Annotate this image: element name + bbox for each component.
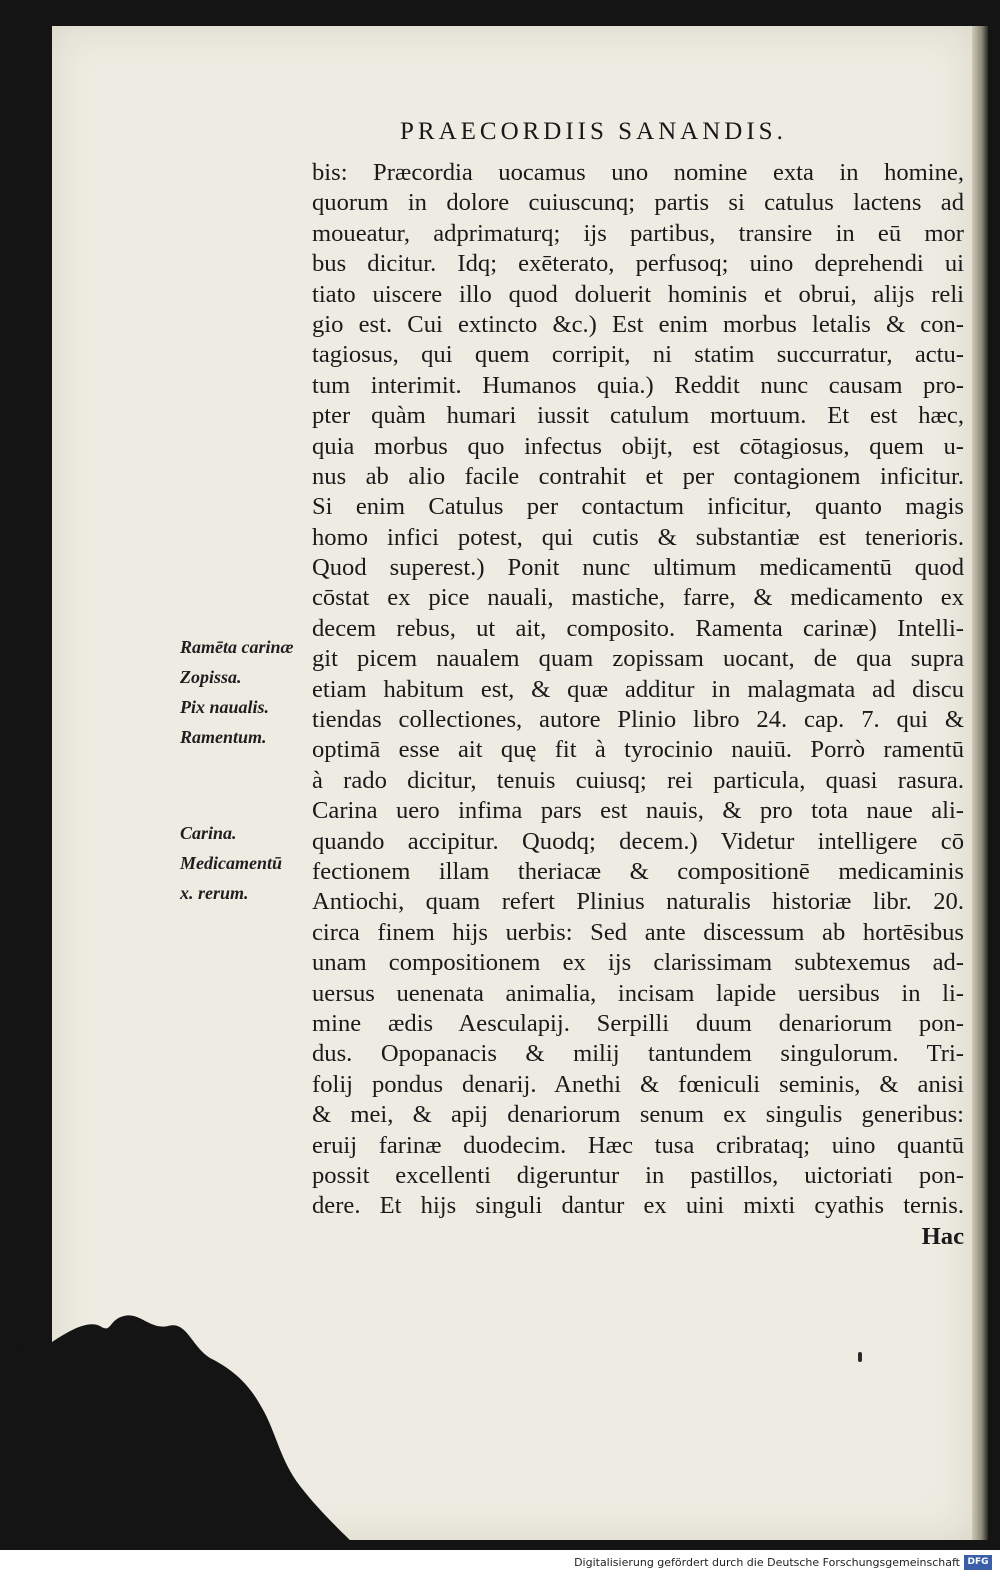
text-line: bis: Præcordia uocamus uno nomine exta in homine, xyxy=(312,159,964,186)
text-line: pter quàm humari iussit catulum mortuum. Et est hæc, xyxy=(312,402,964,430)
text-line: tagiosus, qui quem corripit, ni statim succurratur, actu- xyxy=(312,341,964,369)
dfg-logo: DFG xyxy=(964,1555,992,1570)
text-line: folij pondus denarij. Anethi & fœniculi seminis, & anisi xyxy=(312,1070,964,1098)
marginal-note: Carina. xyxy=(180,823,237,843)
text-line: fectionem illam theriacæ & compositionē medicaminis xyxy=(312,857,964,885)
ink-speck xyxy=(858,1352,862,1362)
text-line: homo infici potest, qui cutis & substantiæ est tenerioris. xyxy=(312,523,964,551)
text-line: tum interimit. Humanos quia.) Reddit nunc causam pro- xyxy=(312,371,964,399)
marginal-note: x. rerum. xyxy=(180,883,249,903)
text-line: quia morbus quo infectus obijt, est cōtagiosus, quem u- xyxy=(312,432,964,460)
text-line: tiendas collectiones, autore Plinio libro 24. cap. 7. qui & xyxy=(312,706,964,734)
marginalia-upper xyxy=(180,632,305,752)
text-line: tiato uiscere illo quod doluerit hominis et obrui, alijs reli xyxy=(312,280,964,308)
torn-page-corner xyxy=(0,1290,380,1577)
text-line: bus dicitur. Idq; exēterato, perfusoq; uino deprehendi ui xyxy=(312,250,964,278)
text-line: uersus uenenata animalia, incisam lapide uersibus in li- xyxy=(312,979,964,1007)
text-line: optimā esse ait quę fit à tyrocinio nauiū. Porrò ramentū xyxy=(312,736,964,764)
text-line: quorum in dolore cuiuscunq; partis si catulus lactens ad xyxy=(312,189,964,217)
text-line: circa finem hijs uerbis: Sed ante discessum ab hortēsibus xyxy=(312,918,964,946)
running-head: PRAECORDIIS SANANDIS. xyxy=(400,118,787,145)
text-line: etiam habitum est, & quæ additur in malagmata ad discu xyxy=(312,675,964,703)
catchword: Hac xyxy=(921,1222,964,1250)
body-text xyxy=(312,158,964,1252)
text-line: nus ab alio facile contrahit et per contagionem inficitur. xyxy=(312,462,964,490)
text-line: & mei, & apij denariorum senum ex singulis generibus: xyxy=(312,1101,964,1129)
marginal-note: Medicamentū xyxy=(180,853,282,873)
marginal-note: Ramēta carinæ xyxy=(180,637,294,657)
marginalia-lower xyxy=(180,818,305,908)
text-line: moueatur, adprimaturq; ijs partibus, transire in eū mor xyxy=(312,219,964,247)
text-line: decem rebus, ut ait, composito. Ramenta carinæ) Intelli- xyxy=(312,614,964,642)
text-line: Antiochi, quam refert Plinius naturalis historiæ libr. 20. xyxy=(312,888,964,916)
footer-bar xyxy=(0,1550,1000,1577)
marginal-note: Ramentum. xyxy=(180,727,267,747)
text-line: unam compositionem ex ijs clarissimam subtexemus ad- xyxy=(312,949,964,977)
text-line: eruij farinæ duodecim. Hæc tusa cribrataq; uino quantū xyxy=(312,1131,964,1159)
text-line: Quod superest.) Ponit nunc ultimum medicamentū quod xyxy=(312,554,964,582)
text-line: quando accipitur. Quodq; decem.) Videtur intelligere cō xyxy=(312,827,964,855)
text-line: Si enim Catulus per contactum inficitur, quanto magis xyxy=(312,493,964,521)
text-line: dere. Et hijs singuli dantur ex uini mixti cyathis ternis. xyxy=(312,1192,964,1220)
text-line: possit excellenti digeruntur in pastillos, uictoriati pon- xyxy=(312,1161,964,1189)
page-edge xyxy=(972,26,988,1540)
footer-credit: Digitalisierung gefördert durch die Deutsche Forschungsgemeinschaft xyxy=(574,1556,960,1569)
text-line: gio est. Cui extincto &c.) Est enim morbus letalis & con- xyxy=(312,310,964,338)
text-line: à rado dicitur, tenuis cuiusq; rei particula, quasi rasura. xyxy=(312,766,964,794)
text-line: git picem naualem quam zopissam uocant, de qua supra xyxy=(312,645,964,673)
marginal-note: Pix naualis. xyxy=(180,697,270,717)
marginal-note: Zopissa. xyxy=(180,667,242,687)
text-line: mine ædis Aesculapij. Serpilli duum denariorum pon- xyxy=(312,1009,964,1037)
text-line: cōstat ex pice nauali, mastiche, farre, & medicamento ex xyxy=(312,584,964,612)
text-line: Carina uero infima pars est nauis, & pro tota naue ali- xyxy=(312,797,964,825)
text-line: dus. Opopanacis & milij tantundem singulorum. Tri- xyxy=(312,1040,964,1068)
